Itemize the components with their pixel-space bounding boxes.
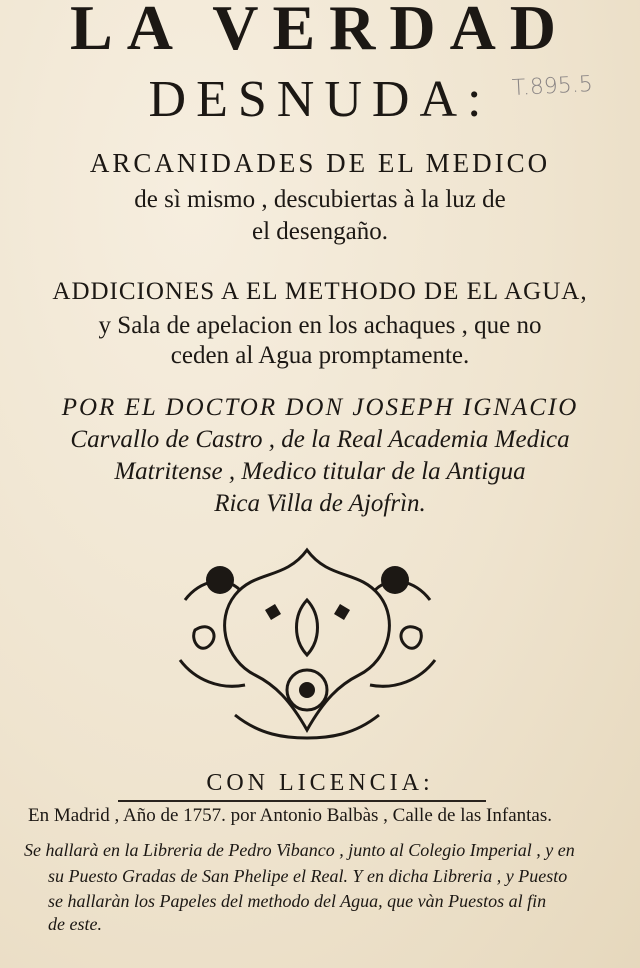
author-line-2: Carvallo de Castro , de la Real Academia Medica (70, 426, 570, 453)
section2-heading: ADDICIONES A EL METHODO DE EL AGUA, (52, 278, 588, 305)
imprint-line: En Madrid , Año de 1757. por Antonio Balbàs , Calle de las Infantas. (28, 805, 552, 826)
sale-note-line-4: de este. (48, 914, 102, 934)
sale-note-line-2: su Puesto Gradas de San Phelipe el Real. Y en dicha Libreria , y Puesto (48, 866, 568, 886)
divider-rule (118, 800, 486, 802)
sale-note-line-3: se hallaràn los Papeles del methodo del Agua, que vàn Puestos al fin (48, 891, 547, 911)
book-title-line-1: LA VERDAD (70, 0, 570, 63)
section2-line-3: ceden al Agua promptamente. (170, 342, 470, 369)
book-title-line-2: DESNUDA: (148, 71, 492, 128)
printer-ornament-cherubs-icon (165, 540, 450, 745)
section2-line-2: y Sala de apelacion en los achaques , que no (98, 312, 542, 339)
author-line-3: Matritense , Medico titular de la Antigua (114, 458, 526, 485)
section1-line-3: el desengaño. (251, 218, 389, 245)
author-line-4: Rica Villa de Ajofrìn. (214, 490, 426, 517)
library-shelfmark: T.895.5 (511, 71, 594, 102)
section1-line-2: de sì mismo , descubiertas à la luz de (134, 186, 506, 213)
author-line-1: POR EL DOCTOR DON JOSEPH IGNACIO (61, 394, 579, 421)
section1-heading: ARCANIDADES DE EL MEDICO (89, 148, 551, 178)
sale-note-line-1: Se hallarà en la Libreria de Pedro Vibanco , junto al Colegio Imperial , y en (24, 840, 575, 860)
licence-line: CON LICENCIA: (206, 770, 434, 796)
